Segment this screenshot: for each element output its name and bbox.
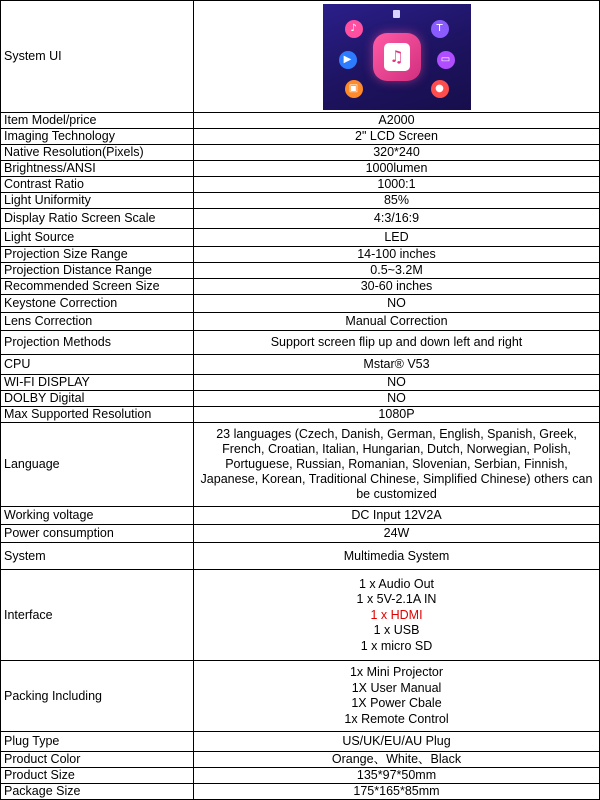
spec-label: Language (1, 422, 194, 506)
spec-row-interface (1, 570, 600, 661)
display-icon: ▭ (437, 51, 455, 69)
spec-value: 1000:1 (194, 177, 600, 193)
play-icon: ▶ (339, 51, 357, 69)
packing-item: 1x Remote Control (344, 711, 449, 726)
interface-item: 1 x micro SD (360, 638, 433, 653)
text-icon: T (431, 20, 449, 38)
spec-value: 14-100 inches (194, 246, 600, 262)
spec-value: Support screen flip up and down left and right (194, 330, 600, 354)
spec-label: System (1, 543, 194, 570)
spec-value: 24W (194, 525, 600, 543)
spec-value: 320*240 (194, 145, 600, 161)
packing-item: 1X User Manual (351, 680, 442, 695)
spec-value: 30-60 inches (194, 278, 600, 294)
settings-icon: ● (431, 80, 449, 98)
spec-row-packing (1, 661, 600, 731)
packing-item: 1x Mini Projector (349, 665, 444, 679)
spec-label: Projection Methods (1, 330, 194, 354)
spec-value: 4:3/16:9 (194, 209, 600, 228)
spec-label: Native Resolution(Pixels) (1, 145, 194, 161)
spec-value: NO (194, 374, 600, 390)
music-note-icon (373, 33, 421, 81)
interface-list (194, 570, 600, 661)
spec-label: Recommended Screen Size (1, 278, 194, 294)
spec-value: 1000lumen (194, 161, 600, 177)
spec-label: Contrast Ratio (1, 177, 194, 193)
interface-item: 1 x Audio Out (358, 576, 435, 591)
sd-card-icon (393, 10, 400, 18)
spec-value: Mstar® V53 (194, 354, 600, 374)
spec-value: US/UK/EU/AU Plug (194, 731, 600, 751)
spec-label: Projection Size Range (1, 246, 194, 262)
spec-label: Working voltage (1, 507, 194, 525)
spec-label: Packing Including (1, 661, 194, 731)
music-note-glyph: ♫ (384, 43, 410, 71)
spec-value: 85% (194, 193, 600, 209)
spec-label: Package Size (1, 783, 194, 799)
spec-value: Manual Correction (194, 312, 600, 330)
image-icon: ▣ (345, 80, 363, 98)
spec-value: LED (194, 228, 600, 246)
spec-value: 175*165*85mm (194, 783, 600, 799)
spec-value: 1080P (194, 406, 600, 422)
spec-value: Multimedia System (194, 543, 600, 570)
spec-value: 0.5~3.2M (194, 262, 600, 278)
spec-value: Orange、White、Black (194, 751, 600, 767)
spec-row-system-ui (1, 1, 600, 113)
spec-label: Light Source (1, 228, 194, 246)
spec-label: Display Ratio Screen Scale (1, 209, 194, 228)
spec-value: 135*97*50mm (194, 767, 600, 783)
spec-label: Imaging Technology (1, 129, 194, 145)
spec-label: Item Model/price (1, 113, 194, 129)
spec-value: DC Input 12V2A (194, 507, 600, 525)
spec-label: WI-FI DISPLAY (1, 374, 194, 390)
spec-value: NO (194, 294, 600, 312)
spec-label: Plug Type (1, 731, 194, 751)
spec-value: 2" LCD Screen (194, 129, 600, 145)
language-list: 23 languages (Czech, Danish, German, English, Spanish, Greek, French, Croatian, Italian, Hungarian, Dutch, Norwegian, Polish, Portuguese, Russian, Romanian, Slovenian, Serbian, Finnish, Japanese, Korean, Traditional Chinese, Simplified Chinese) others can be customized (194, 422, 600, 506)
spec-value: NO (194, 390, 600, 406)
spec-label: DOLBY Digital (1, 390, 194, 406)
interface-item: 1 x 5V-2.1A IN (356, 592, 437, 607)
interface-item-hdmi: 1 x HDMI (370, 607, 423, 622)
system-ui-screenshot (323, 4, 471, 110)
interface-item: 1 x USB (373, 623, 420, 638)
spec-label: Lens Correction (1, 312, 194, 330)
spec-label: Power consumption (1, 525, 194, 543)
spec-label: Keystone Correction (1, 294, 194, 312)
spec-label: Product Color (1, 751, 194, 767)
spec-label: Brightness/ANSI (1, 161, 194, 177)
spec-label: Projection Distance Range (1, 262, 194, 278)
system-ui-image-cell (194, 1, 600, 113)
spec-label: System UI (1, 1, 194, 113)
spec-label: Light Uniformity (1, 193, 194, 209)
music-icon: ♪ (345, 20, 363, 38)
spec-label: Max Supported Resolution (1, 406, 194, 422)
spec-label: CPU (1, 354, 194, 374)
packing-list (194, 661, 600, 731)
spec-label: Product Size (1, 767, 194, 783)
spec-value: A2000 (194, 113, 600, 129)
spec-label: Interface (1, 570, 194, 661)
packing-item: 1X Power Cbale (351, 696, 442, 710)
